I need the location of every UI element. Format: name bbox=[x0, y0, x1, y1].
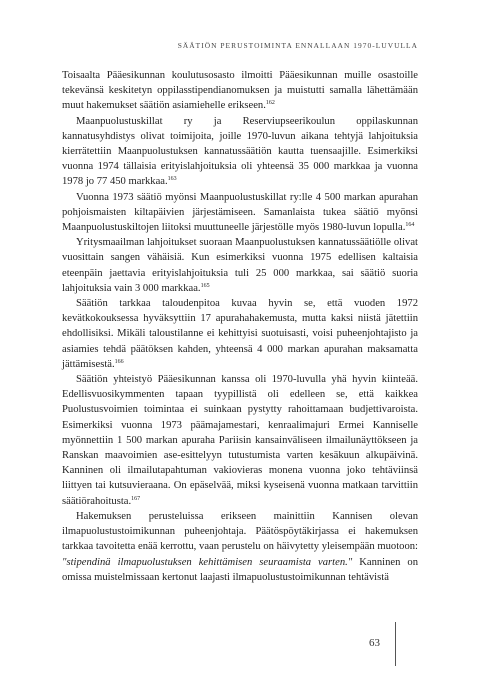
paragraph bbox=[62, 190, 418, 236]
paragraph-text: Maanpuolustuskillat ry ja Reserviupseerikoulun oppilaskunnan kannatusyhdistys olivat toimijoita, joille 1970-luvun aikana tehtyjä lahjoituksia kierrätettiin Maanpuolustuksen kannatussäätiön kautta tuensaajille. Esimerkiksi vuonna 1974 tällaisia erityislahjoituksia oli yhteensä 35 000 markkaa ja vuonna 1978 jo 77 450 markkaa. bbox=[62, 115, 418, 188]
paragraph bbox=[62, 372, 418, 509]
folio-rule bbox=[395, 622, 396, 666]
footnote-ref: 167 bbox=[131, 495, 141, 502]
running-head: SÄÄTIÖN PERUSTOIMINTA ENNALLAAN 1970-LUVULLA bbox=[177, 41, 418, 50]
footnote-ref: 164 bbox=[405, 222, 415, 229]
paragraph-text: Toisaalta Pääesikunnan koulutusosasto ilmoitti Pääesikunnan muille osastoille tekevänsä keskitetyn oppilasstipendianomuksen ja muistutti samalla lähettämään muut hakemukset säätiön asiamiehelle erikseen. bbox=[62, 70, 418, 112]
body-text bbox=[62, 68, 418, 585]
paragraph bbox=[62, 509, 418, 585]
footnote-ref: 166 bbox=[114, 358, 124, 365]
footnote-ref: 162 bbox=[265, 100, 275, 107]
quotation: "stipendinä ilmapuolustuksen kehittämisen seuraamista varten." bbox=[62, 556, 353, 568]
page-number: 63 bbox=[369, 637, 380, 649]
paragraph bbox=[62, 114, 418, 190]
paragraph-text: Säätiön yhteistyö Pääesikunnan kanssa oli 1970-luvulla yhä hyvin kiinteää. Edellisvuosikymmenten tapaan tyypillistä oli edelleen se, että kaikkea Puolustusvoimien toimintaa ei suinkaan pystytty rahoittamaan budjettivaroista. Esimerkiksi vuonna 1973 päämajamestari, kenraalimajuri Ermei Kanniselle myönnettiin 1 500 markan apuraha Pariisin kansainväliseen ilmailunäyttökseen ja Ranskan maavoimien ase-esittelyyn tutustumista varten kesäkuun alkupäivinä. Kanninen oli ilmailutapahtuman vakiovieras monena vuonna joko tehtäviinsä liittyen tai kutsuvieraana. On epäselvää, miksi kyseisenä vuonna matkaan tarvittiin säätiörahoitusta. bbox=[62, 374, 418, 507]
footnote-ref: 163 bbox=[167, 176, 177, 183]
paragraph bbox=[62, 68, 418, 114]
paragraph bbox=[62, 235, 418, 296]
paragraph-text: Vuonna 1973 säätiö myönsi Maanpuolustuskillat ry:lle 4 500 markan apurahan pohjoismaisten kiltapäivien järjestämiseen. Samanlaista tukea säätiö myönsi Maanpuolustuskiltojen liitoksi muuttuneelle järjestölle myös 1980-luvun lopulla. bbox=[62, 191, 418, 234]
paragraph-text: Kanninen on omissa muistelmissaan kertonut laajasti ilmapuolustustoimikunnan tehtävistä bbox=[62, 556, 418, 583]
footnote-ref: 165 bbox=[200, 282, 210, 289]
paragraph bbox=[62, 296, 418, 372]
paragraph-text: Yritysmaailman lahjoitukset suoraan Maanpuolustuksen kannatussäätiölle olivat vuosittain sangen vähäisiä. Kun esimerkiksi vuonna 1975 edellisen kaltaisia eteenpäin jaettavia erityislahjoituksia tuli 25 000 markkaa, sai säätiö suoria lahjoituksia vain 3 000 markkaa. bbox=[62, 237, 418, 294]
paragraph-text: Säätiön tarkkaa taloudenpitoa kuvaa hyvin se, että vuoden 1972 kevätkokouksessa hyväksyttiin 17 apurahahakemusta, mutta kaksi niistä jätettiin ehdollisiksi. Mikäli taloustilanne ei kehittyisi suotuisasti, voisi puheenjohtajisto ja asiamies tehdä päätöksen kahden, yhteensä 4 000 markan apurahan maksamatta jättämisestä. bbox=[62, 298, 418, 370]
paragraph-text: Hakemuksen perusteluissa erikseen mainittiin Kannisen olevan ilmapuolustustoimikunnan puheenjohtaja. Päätöspöytäkirjassa ei hakemuksen tarkkaa tavoitetta enää kerrottu, vaan perustelu on häivytetty yleisempään muotoon: bbox=[62, 510, 418, 553]
